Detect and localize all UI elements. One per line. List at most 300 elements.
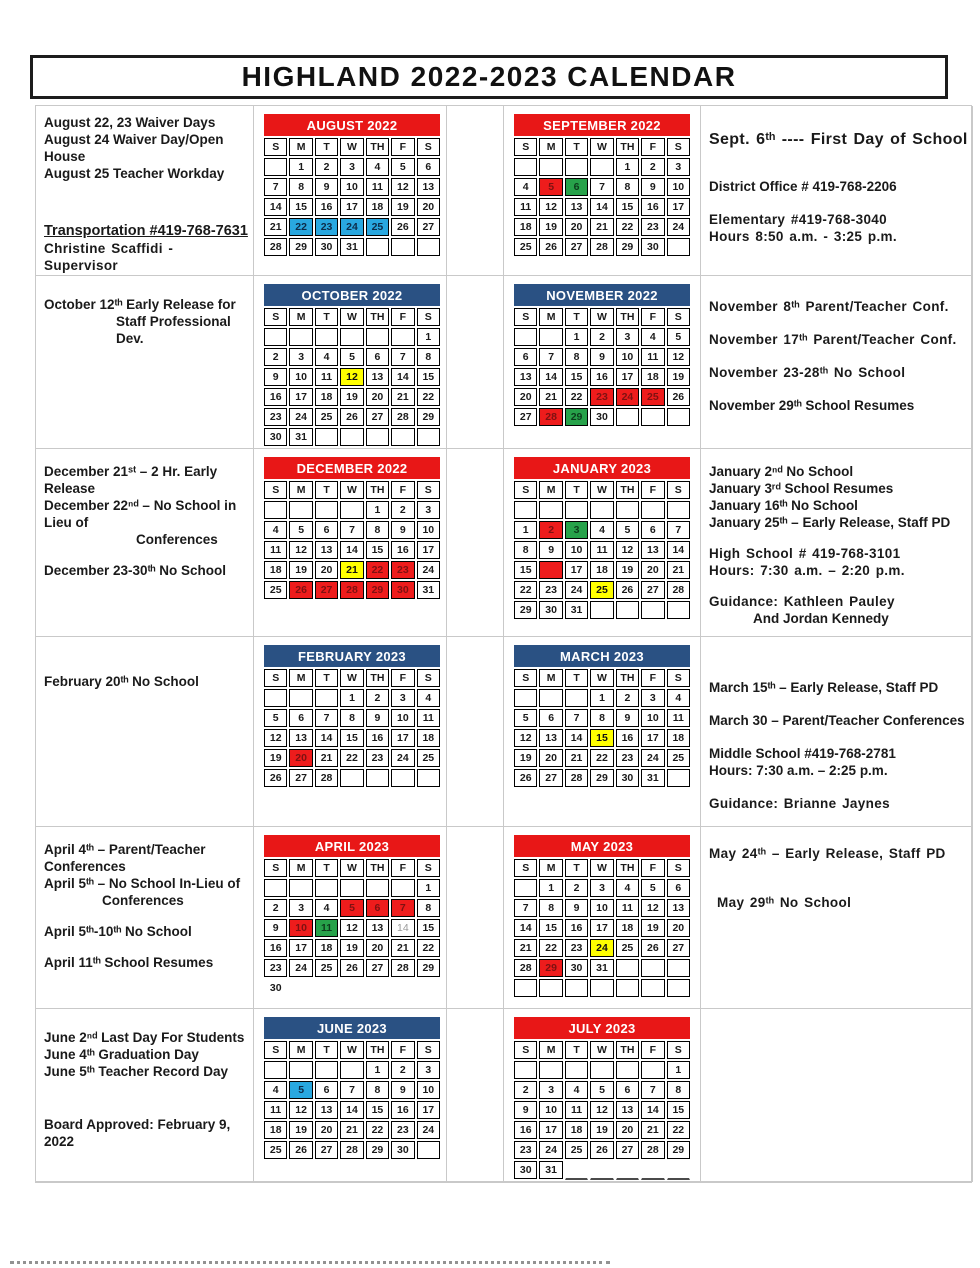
day-cell: 11	[641, 348, 664, 366]
note-line: June 4ᵗʰ Graduation Day	[44, 1047, 199, 1062]
day-cell	[366, 769, 389, 787]
day-cell: 5	[289, 521, 312, 539]
dow-cell: TH	[366, 859, 389, 877]
dow-cell: F	[391, 669, 414, 687]
day-cell	[391, 769, 414, 787]
day-cell: 31	[641, 769, 664, 787]
day-cell: 23	[264, 959, 287, 977]
day-cell: 17	[289, 388, 312, 406]
day-cell: 3	[417, 1061, 440, 1079]
day-cell: 29	[366, 581, 389, 599]
day-cell: 26	[264, 769, 287, 787]
note-line: Hours 8:50 a.m. - 3:25 p.m.	[709, 229, 898, 245]
day-cell	[539, 1061, 562, 1079]
day-cell: 8	[590, 709, 613, 727]
day-cell: 21	[315, 749, 338, 767]
day-cell: 8	[417, 348, 440, 366]
note-line: October 12ᵗʰ Early Release for	[44, 297, 236, 312]
dow-cell: TH	[616, 308, 639, 326]
dow-cell: F	[391, 1041, 414, 1059]
calendar-cell	[254, 637, 447, 827]
calendar-june-2023	[264, 1017, 440, 1159]
note-line: November 29ᵗʰ School Resumes	[709, 398, 915, 413]
dow-cell: T	[315, 138, 338, 156]
note-line: March 15ᵗʰ – Early Release, Staff PD	[709, 680, 939, 695]
day-cell: 17	[340, 198, 363, 216]
day-cell	[539, 561, 562, 579]
month-header: JULY 2023	[514, 1017, 690, 1039]
calendar-grid	[35, 105, 972, 1183]
dow-cell: T	[565, 1041, 588, 1059]
calendar-cell	[254, 1009, 447, 1182]
day-cell: 18	[264, 561, 287, 579]
calendar-cell	[254, 276, 447, 449]
tail-day-cell	[417, 979, 440, 997]
dow-cell: S	[514, 481, 537, 499]
note-line: Board Approved: February 9, 2022	[44, 1117, 231, 1149]
day-cell: 4	[667, 689, 690, 707]
note-line: November 23-28ᵗʰ No School	[709, 365, 906, 380]
day-cell: 14	[641, 1101, 664, 1119]
notes-right-row3	[701, 449, 973, 637]
spacer-cell	[447, 827, 504, 1009]
calendar-october-2022	[264, 284, 440, 446]
day-cell: 14	[391, 919, 414, 937]
calendar-march-2023	[514, 645, 690, 787]
day-cell: 22	[565, 388, 588, 406]
day-cell: 21	[264, 218, 287, 236]
day-cell	[366, 428, 389, 446]
month-grid	[264, 859, 440, 977]
day-cell: 20	[514, 388, 537, 406]
dow-cell: T	[315, 1041, 338, 1059]
day-cell: 20	[315, 561, 338, 579]
calendar-cell	[254, 827, 447, 1009]
tail-day-cell	[391, 979, 414, 997]
spacer-cell	[447, 1009, 504, 1182]
day-cell: 31	[565, 601, 588, 619]
page-title: HIGHLAND 2022-2023 CALENDAR	[30, 55, 948, 99]
tail-day-cell	[565, 1161, 588, 1180]
note-line: February 20ᵗʰ No School	[44, 674, 199, 689]
notes-right-row5	[701, 827, 973, 1009]
day-cell: 1	[340, 689, 363, 707]
day-cell: 13	[565, 198, 588, 216]
day-cell: 16	[391, 541, 414, 559]
day-cell: 4	[641, 328, 664, 346]
dow-cell: TH	[616, 138, 639, 156]
dow-cell: M	[289, 481, 312, 499]
day-cell	[590, 601, 613, 619]
day-cell	[514, 689, 537, 707]
day-cell: 12	[641, 899, 664, 917]
day-cell: 26	[616, 581, 639, 599]
day-cell: 4	[514, 178, 537, 196]
dow-cell: S	[417, 859, 440, 877]
month-grid	[264, 138, 440, 256]
day-cell: 5	[289, 1081, 312, 1099]
day-cell: 11	[315, 368, 338, 386]
day-cell: 17	[667, 198, 690, 216]
tail-day-cell	[641, 1161, 664, 1180]
day-cell	[616, 408, 639, 426]
note-line: District Office # 419-768-2206	[709, 179, 897, 195]
day-cell: 6	[315, 521, 338, 539]
day-cell: 6	[667, 879, 690, 897]
dow-cell: T	[315, 481, 338, 499]
day-cell: 12	[616, 541, 639, 559]
day-cell: 5	[641, 879, 664, 897]
day-cell: 21	[641, 1121, 664, 1139]
day-cell: 29	[366, 1141, 389, 1159]
day-cell: 2	[616, 689, 639, 707]
tail-day-cell	[315, 979, 338, 997]
spacer-cell	[447, 637, 504, 827]
day-cell	[667, 769, 690, 787]
dow-cell: TH	[616, 1041, 639, 1059]
dow-cell: F	[641, 308, 664, 326]
day-cell: 12	[264, 729, 287, 747]
day-cell: 17	[391, 729, 414, 747]
day-cell	[539, 501, 562, 519]
day-cell: 3	[590, 879, 613, 897]
day-cell: 13	[539, 729, 562, 747]
day-cell: 25	[315, 408, 338, 426]
day-cell: 7	[539, 348, 562, 366]
day-cell: 1	[417, 879, 440, 897]
day-cell: 9	[391, 1081, 414, 1099]
note-line: January 25ᵗʰ – Early Release, Staff PD	[709, 515, 951, 530]
dow-cell: S	[667, 481, 690, 499]
dow-cell: S	[514, 138, 537, 156]
day-cell	[391, 328, 414, 346]
day-cell: 20	[315, 1121, 338, 1139]
note-line: December 21ˢᵗ – 2 Hr. Early Release	[44, 464, 218, 496]
day-cell: 27	[315, 581, 338, 599]
day-cell: 23	[366, 749, 389, 767]
day-cell: 3	[641, 689, 664, 707]
scan-artifact-line	[10, 1261, 610, 1264]
day-cell: 13	[417, 178, 440, 196]
calendar-cell	[504, 106, 701, 276]
month-header: SEPTEMBER 2022	[514, 114, 690, 136]
dow-cell: T	[565, 481, 588, 499]
day-cell: 8	[340, 709, 363, 727]
day-cell: 18	[641, 368, 664, 386]
day-cell	[565, 689, 588, 707]
day-cell: 3	[539, 1081, 562, 1099]
note-line: Elementary #419-768-3040	[709, 212, 888, 228]
day-cell: 4	[264, 521, 287, 539]
day-cell	[289, 1061, 312, 1079]
day-cell: 5	[391, 158, 414, 176]
day-cell: 30	[590, 408, 613, 426]
dow-cell: TH	[366, 308, 389, 326]
day-cell: 12	[340, 368, 363, 386]
notes-right-row1	[701, 106, 973, 276]
day-cell: 16	[391, 1101, 414, 1119]
day-cell: 3	[565, 521, 588, 539]
day-cell	[289, 501, 312, 519]
dow-cell: F	[641, 859, 664, 877]
day-cell: 9	[366, 709, 389, 727]
day-cell: 20	[366, 388, 389, 406]
day-cell: 30	[315, 238, 338, 256]
day-cell: 5	[616, 521, 639, 539]
day-cell: 21	[539, 388, 562, 406]
day-cell: 24	[641, 749, 664, 767]
day-cell: 10	[667, 178, 690, 196]
day-cell: 2	[641, 158, 664, 176]
day-cell	[667, 501, 690, 519]
day-cell: 11	[565, 1101, 588, 1119]
day-cell: 25	[590, 581, 613, 599]
note-line: April 11ᵗʰ School Resumes	[44, 955, 214, 970]
dow-cell: S	[264, 308, 287, 326]
dow-cell: W	[590, 1041, 613, 1059]
notes-left-row2	[36, 276, 254, 449]
day-cell: 17	[417, 541, 440, 559]
day-cell: 27	[539, 769, 562, 787]
day-cell: 2	[315, 158, 338, 176]
dow-cell: TH	[366, 669, 389, 687]
day-cell: 18	[315, 388, 338, 406]
day-cell: 24	[289, 408, 312, 426]
day-cell: 8	[514, 541, 537, 559]
day-cell: 13	[514, 368, 537, 386]
day-cell: 14	[539, 368, 562, 386]
day-cell: 28	[340, 581, 363, 599]
day-cell: 2	[264, 348, 287, 366]
day-cell: 21	[340, 561, 363, 579]
day-cell	[616, 959, 639, 977]
month-grid	[514, 859, 690, 997]
day-cell: 6	[514, 348, 537, 366]
day-cell: 27	[565, 238, 588, 256]
day-cell: 5	[340, 348, 363, 366]
day-cell: 18	[667, 729, 690, 747]
day-cell: 18	[366, 198, 389, 216]
day-cell: 26	[641, 939, 664, 957]
day-cell	[667, 979, 690, 997]
day-cell	[391, 428, 414, 446]
day-cell: 21	[514, 939, 537, 957]
note-line: Guidance: Brianne Jaynes	[709, 796, 890, 811]
note-line: November 17ᵗʰ Parent/Teacher Conf.	[709, 332, 957, 347]
day-cell: 31	[417, 581, 440, 599]
day-cell: 6	[315, 1081, 338, 1099]
day-cell	[514, 979, 537, 997]
day-cell	[641, 601, 664, 619]
dow-cell: S	[417, 308, 440, 326]
notes-right-row6	[701, 1009, 973, 1182]
day-cell: 13	[366, 368, 389, 386]
day-cell: 24	[340, 218, 363, 236]
note-line: December 22ⁿᵈ – No School in Lieu of	[44, 498, 237, 530]
calendar-cell	[504, 1009, 701, 1182]
day-cell	[565, 158, 588, 176]
day-cell: 11	[264, 1101, 287, 1119]
day-cell: 12	[391, 178, 414, 196]
calendar-november-2022	[514, 284, 690, 426]
day-cell: 1	[366, 1061, 389, 1079]
dow-cell: W	[340, 669, 363, 687]
day-cell: 30	[391, 581, 414, 599]
note-line: January 3ʳᵈ School Resumes	[709, 481, 894, 496]
day-cell: 4	[366, 158, 389, 176]
tail-day-cell	[616, 1161, 639, 1180]
calendar-cell	[504, 637, 701, 827]
day-cell: 1	[616, 158, 639, 176]
day-cell	[641, 1061, 664, 1079]
month-grid	[514, 669, 690, 787]
dow-cell: M	[289, 669, 312, 687]
note-line: May 24ᵗʰ – Early Release, Staff PD	[709, 846, 946, 861]
month-header: OCTOBER 2022	[264, 284, 440, 306]
notes-left-row1	[36, 106, 254, 276]
day-cell: 4	[590, 521, 613, 539]
day-cell: 29	[417, 959, 440, 977]
day-cell: 19	[264, 749, 287, 767]
dow-cell: F	[391, 859, 414, 877]
day-cell: 30	[565, 959, 588, 977]
dow-cell: T	[565, 138, 588, 156]
dow-cell: S	[667, 859, 690, 877]
dow-cell: S	[417, 669, 440, 687]
day-cell: 7	[667, 521, 690, 539]
day-cell: 17	[565, 561, 588, 579]
day-cell: 15	[366, 1101, 389, 1119]
day-cell	[264, 879, 287, 897]
note-line: Guidance: Kathleen Pauley	[709, 594, 895, 609]
day-cell: 29	[514, 601, 537, 619]
day-cell: 19	[289, 1121, 312, 1139]
month-grid	[264, 669, 440, 787]
day-cell: 14	[590, 198, 613, 216]
note-line: Conferences	[136, 532, 218, 547]
calendar-may-2023	[514, 835, 690, 997]
calendar-august-2022	[264, 114, 440, 256]
spacer-cell	[447, 276, 504, 449]
day-cell: 16	[315, 198, 338, 216]
dow-cell: S	[264, 481, 287, 499]
day-cell: 18	[616, 919, 639, 937]
day-cell: 26	[340, 408, 363, 426]
dow-cell: S	[667, 138, 690, 156]
calendar-cell	[504, 276, 701, 449]
dow-cell: S	[417, 481, 440, 499]
dow-cell: F	[641, 481, 664, 499]
day-cell: 30	[391, 1141, 414, 1159]
day-cell: 12	[340, 919, 363, 937]
day-cell: 27	[289, 769, 312, 787]
day-cell: 11	[590, 541, 613, 559]
day-cell: 25	[417, 749, 440, 767]
day-cell	[539, 979, 562, 997]
day-cell: 17	[641, 729, 664, 747]
note-line: January 16ᵗʰ No School	[709, 498, 858, 513]
day-cell	[417, 1141, 440, 1159]
dow-cell: W	[590, 669, 613, 687]
day-cell: 15	[539, 919, 562, 937]
dow-cell: T	[565, 308, 588, 326]
day-cell	[590, 1061, 613, 1079]
day-cell: 28	[340, 1141, 363, 1159]
day-cell	[315, 1061, 338, 1079]
note-line: June 2ⁿᵈ Last Day For Students	[44, 1030, 245, 1045]
calendar-april-2023	[264, 835, 440, 997]
note-line: November 8ᵗʰ Parent/Teacher Conf.	[709, 299, 949, 314]
note-line: And Jordan Kennedy	[753, 611, 889, 626]
day-cell: 22	[366, 1121, 389, 1139]
day-cell	[289, 879, 312, 897]
day-cell: 8	[289, 178, 312, 196]
day-cell: 13	[616, 1101, 639, 1119]
day-cell: 16	[264, 939, 287, 957]
day-cell: 10	[417, 521, 440, 539]
dow-cell: S	[514, 669, 537, 687]
day-cell: 27	[641, 581, 664, 599]
notes-right-row2	[701, 276, 973, 449]
day-cell: 26	[667, 388, 690, 406]
day-cell: 18	[590, 561, 613, 579]
day-cell: 11	[667, 709, 690, 727]
dow-cell: W	[340, 859, 363, 877]
day-cell: 28	[264, 238, 287, 256]
day-cell: 5	[340, 899, 363, 917]
dow-cell: S	[514, 308, 537, 326]
month-grid	[514, 481, 690, 619]
day-cell: 5	[667, 328, 690, 346]
day-cell: 4	[417, 689, 440, 707]
dow-cell: F	[391, 138, 414, 156]
dow-cell: S	[514, 1041, 537, 1059]
day-cell: 24	[289, 959, 312, 977]
note-line: March 30 – Parent/Teacher Conferences	[709, 713, 965, 728]
day-cell: 2	[391, 1061, 414, 1079]
day-cell: 10	[391, 709, 414, 727]
note-line: Middle School #419-768-2781	[709, 746, 896, 761]
day-cell: 24	[590, 939, 613, 957]
day-cell: 4	[264, 1081, 287, 1099]
day-cell: 2	[366, 689, 389, 707]
dow-cell: M	[289, 308, 312, 326]
day-cell: 6	[641, 521, 664, 539]
day-cell: 6	[289, 709, 312, 727]
day-cell: 23	[616, 749, 639, 767]
day-cell: 18	[514, 218, 537, 236]
day-cell: 15	[340, 729, 363, 747]
dow-cell: W	[590, 859, 613, 877]
day-cell	[514, 879, 537, 897]
day-cell: 13	[315, 1101, 338, 1119]
day-cell: 10	[289, 919, 312, 937]
calendar-september-2022	[514, 114, 690, 256]
day-cell: 2	[590, 328, 613, 346]
day-cell: 23	[315, 218, 338, 236]
day-cell: 5	[539, 178, 562, 196]
dow-cell: F	[641, 1041, 664, 1059]
day-cell: 11	[366, 178, 389, 196]
day-cell: 9	[616, 709, 639, 727]
day-cell: 1	[590, 689, 613, 707]
notes-right-row4	[701, 637, 973, 827]
dow-cell: W	[340, 138, 363, 156]
day-cell: 7	[391, 899, 414, 917]
day-cell: 7	[340, 521, 363, 539]
day-cell	[514, 1061, 537, 1079]
day-cell: 26	[289, 581, 312, 599]
